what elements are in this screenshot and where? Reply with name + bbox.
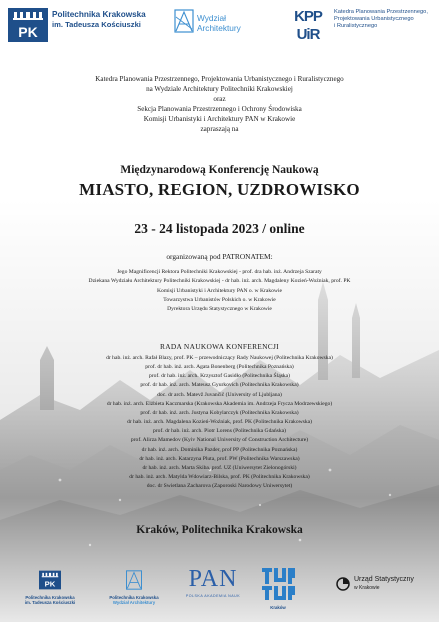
committee-member: dr hab. inż. arch. Matylda Wdowiarz-Bilska, prof. PK (Politechnika Krakowska) xyxy=(129,474,310,481)
header-logos xyxy=(0,0,439,48)
pan-logo-text: PAN xyxy=(188,566,238,592)
conference-location: Kraków, Politechnika Krakowska xyxy=(136,524,303,536)
pan-caption: POLSKA AKADEMIA NAUK xyxy=(185,594,241,598)
committee-member: prof. Alirza Mamedov (Kyiv National University of Construction Architecture) xyxy=(130,437,309,444)
tup-caption: Kraków xyxy=(270,605,286,610)
patronage-list xyxy=(0,268,439,314)
committee-member: prof. dr hab. inż. arch. Agata Bonenberg (Politechnika Poznańska) xyxy=(145,364,294,371)
organizers-line: zapraszają na xyxy=(200,125,239,133)
us-line1: Urząd Statystyczny xyxy=(354,576,414,583)
kp-logo-line2: UiR xyxy=(296,26,320,43)
patron-item: Komisji Urbanistyki i Architektury PAN o. w Krakowie xyxy=(156,287,283,294)
footer-pk-logo xyxy=(39,570,61,590)
organizers-line: Komisji Urbanistyki i Architektury PAN w Krakowie xyxy=(143,115,296,123)
patronage-intro: organizowaną pod PATRONATEM: xyxy=(166,252,273,261)
patron-item: Dyrektora Urzędu Statystycznego w Krakowie xyxy=(167,306,272,313)
organizers-line: oraz xyxy=(213,95,226,103)
footer-pk-caption2: im. Tadeusza Kościuszki xyxy=(24,600,76,605)
committee-list xyxy=(0,354,439,491)
pk-name-line1: Politechnika Krakowska xyxy=(52,10,146,19)
kppuir-logo xyxy=(287,5,329,43)
committee-member: prof. dr hab. inż. arch. Mateusz Gyurkovich (Politechnika Krakowska) xyxy=(140,382,299,389)
pk-logo-text: PK xyxy=(18,24,38,40)
footer-pk-caption1: Politechnika Krakowska xyxy=(25,595,75,600)
conference-dates: 23 - 24 listopada 2023 / online xyxy=(134,221,305,236)
committee-member: prof. dr hab. inż. arch. Piotr Lorens (Politechnika Gdańska) xyxy=(153,428,286,435)
wa-name-line2: Architektury xyxy=(197,23,241,33)
footer-wa-caption1: Politechnika Krakowska xyxy=(109,595,159,600)
committee-member: prof. dr hab. inż. arch. Justyna Kobylarczyk (Politechnika Krakowska) xyxy=(140,409,299,416)
footer-wa-logo xyxy=(125,570,143,590)
pk-name xyxy=(52,10,146,30)
kp-name-line3: i Ruralistycznego xyxy=(334,23,378,30)
patron-item: Dziekana Wydziału Architektury Politechniki Krakowskiej - dr hab. inż. arch. Magdaleny Kozień-Woźniak, prof. PK xyxy=(88,278,351,285)
kp-logo-line1: KPP xyxy=(294,8,322,25)
organizers-line: Sekcja Planowania Przestrzennego i Ochrony Środowiska xyxy=(137,105,302,113)
committee-member: doc. dr Swietlana Zacharova (Zaporoski Narodowy Uniwersytet) xyxy=(146,483,293,490)
pk-name-line2: im. Tadeusza Kościuszki xyxy=(52,20,141,29)
committee-title: RADA NAUKOWA KONFERENCJI xyxy=(160,342,279,351)
wa-name xyxy=(197,13,241,33)
conference-type: Międzynarodową Konferencję Naukową xyxy=(120,164,319,176)
footer-wa-caption2: Wydział Architektury xyxy=(112,600,156,605)
committee-member: prof. dr hab. inż. arch. Krzysztof Gasidło (Politechnika Śląska) xyxy=(148,373,291,380)
footer-pk xyxy=(14,570,86,605)
footer-wa xyxy=(96,570,172,605)
wa-name-line1: Wydział xyxy=(197,13,226,23)
us-line2: w Krakowie xyxy=(354,585,380,591)
committee-member: doc. dr arch. Matevž Juvančič (University of Ljubljana) xyxy=(157,391,282,398)
us-logo xyxy=(336,576,350,592)
politechnika-krakowska-logo xyxy=(8,8,48,42)
footer-pk-logo-text: PK xyxy=(44,579,56,589)
conference-title: MIASTO, REGION, UZDROWISKO xyxy=(79,180,360,199)
committee-member: dr hab. inż. arch. Magdalena Kozień-Woźniak, prof. PK (Politechnika Krakowska) xyxy=(126,419,312,426)
patron-item: Towarzystwa Urbanistów Polskich o. w Krakowie xyxy=(163,296,276,303)
committee-member: dr hab. inż. arch. Elżbieta Kaczmarska (Krakowska Akademia im. Andrzeja Frycza Modrzewskiego) xyxy=(106,400,333,407)
wydzial-architektury-logo xyxy=(174,9,194,33)
patron-item: Jego Magnificencji Rektora Politechniki Krakowskiej - prof. dra hab. inż. Andrzeja Szaraty xyxy=(117,269,322,275)
footer-tup xyxy=(258,566,298,610)
footer-logos xyxy=(0,562,439,622)
committee-member: dr hab. inż. arch. Dominika Pazder, prof PP (Politechnika Poznańska) xyxy=(141,446,298,453)
kp-name-line2: Projektowania Urbanistycznego xyxy=(334,16,414,23)
committee-member: dr hab. inż. arch. Marta Skiba, prof. UZ (Uniwersytet Zielonogórski) xyxy=(142,464,297,471)
organizers-block xyxy=(0,74,439,134)
tup-logo xyxy=(260,566,296,602)
organizers-line: na Wydziale Architektury Politechniki Krakowskiej xyxy=(146,85,293,93)
committee-member: dr hab. inż. arch. Rafał Blazy, prof. PK – przewodniczący Rady Naukowej (Politechnika Krakowska) xyxy=(106,355,333,361)
kp-name-line1: Katedra Planowania Przestrzennego, xyxy=(334,9,428,15)
organizers-line: Katedra Planowania Przestrzennego, Projektowania Urbanistycznego i Ruralistycznego xyxy=(95,75,344,83)
footer-pan xyxy=(180,566,246,598)
committee-member: dr hab. inż. arch. Katarzyna Pluta, prof. PW (Politechnika Warszawska) xyxy=(139,455,300,462)
kp-name xyxy=(334,9,438,31)
